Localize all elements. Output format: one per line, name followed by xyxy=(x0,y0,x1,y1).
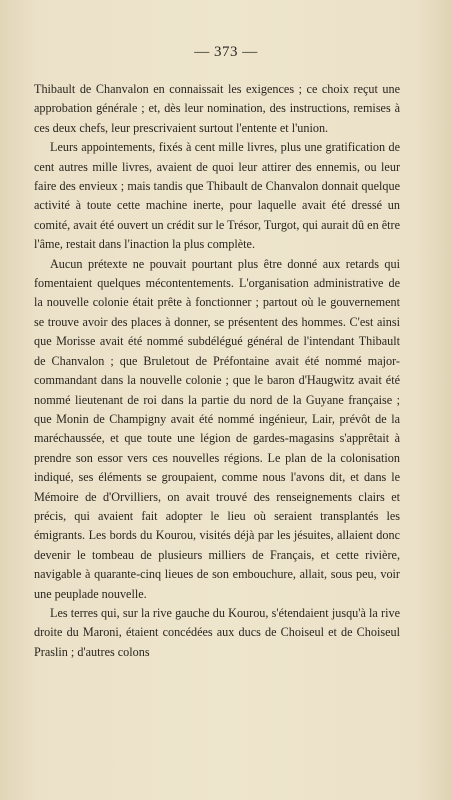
paragraph: Leurs appointements, fixés à cent mille livres, plus une gratification de cent autres mille livres, avaient de quoi leur attirer des ennemis, ou leur faire des envieux ; mais tandis que Thibault de Chanvalon donnait quelque activité à toute cette machine inerte, pour laquelle avait été dressé un comité, avait été ouvert un crédit sur le Trésor, Turgot, qui aurait dû en être l'âme, restait dans l'inaction la plus complète. xyxy=(34,140,400,252)
paragraph: Les terres qui, sur la rive gauche du Kourou, s'étendaient jusqu'à la rive droite du Maroni, étaient concédées aux ducs de Choiseul et de Choiseul Praslin ; d'autres colons xyxy=(34,605,400,659)
body-text xyxy=(34,80,400,662)
paragraph: Aucun prétexte ne pouvait pourtant plus être donné aux retards qui fomentaient quelques mécontentements. L'organisation administrative de la nouvelle colonie était prête à fonctionner ; partout où le gouvernement se trouve avoir des places à donner, se présentent des hommes. C'est ainsi que Morisse avait été nommé subdélégué général de l'intendant Thibault de Chanvalon ; que Bruletout de Préfontaine avait été nommé major-commandant dans la nouvelle colonie ; que le baron d'Haugwitz avait été nommé lieutenant de roi dans la partie du nord de la Guyane française ; que Monin de Champigny avait été nommé ingénieur, Lair, prévôt de la maréchaussée, et que toute une légion de gardes-magasins s'apprêtait à prendre son essor vers ces nouvelles régions. Le plan de la colonisation indiqué, ses éléments se groupaient, comme nous l'avons dit, et dans le Mémoire de d'Orvilliers, on avait trouvé des renseignements clairs et précis, qui avaient fait adopter le lieu où seraient transplantés les émigrants. Les bords du Kourou, visités déjà par les jésuites, allaient donc devenir le tombeau de plusieurs milliers de Français, et cette rivière, navigable à quarante-cinq lieues de son embouchure, allait, sous peu, voir une peuplade nouvelle. xyxy=(34,256,400,601)
paragraph: Thibault de Chanvalon en connaissait les exigences ; ce choix reçut une approbation générale ; et, dès leur nomination, des instructions, remises à ces deux chefs, leur prescrivaient surtout l'entente et l'union. xyxy=(34,82,400,135)
page-number: — 373 — xyxy=(194,44,258,60)
